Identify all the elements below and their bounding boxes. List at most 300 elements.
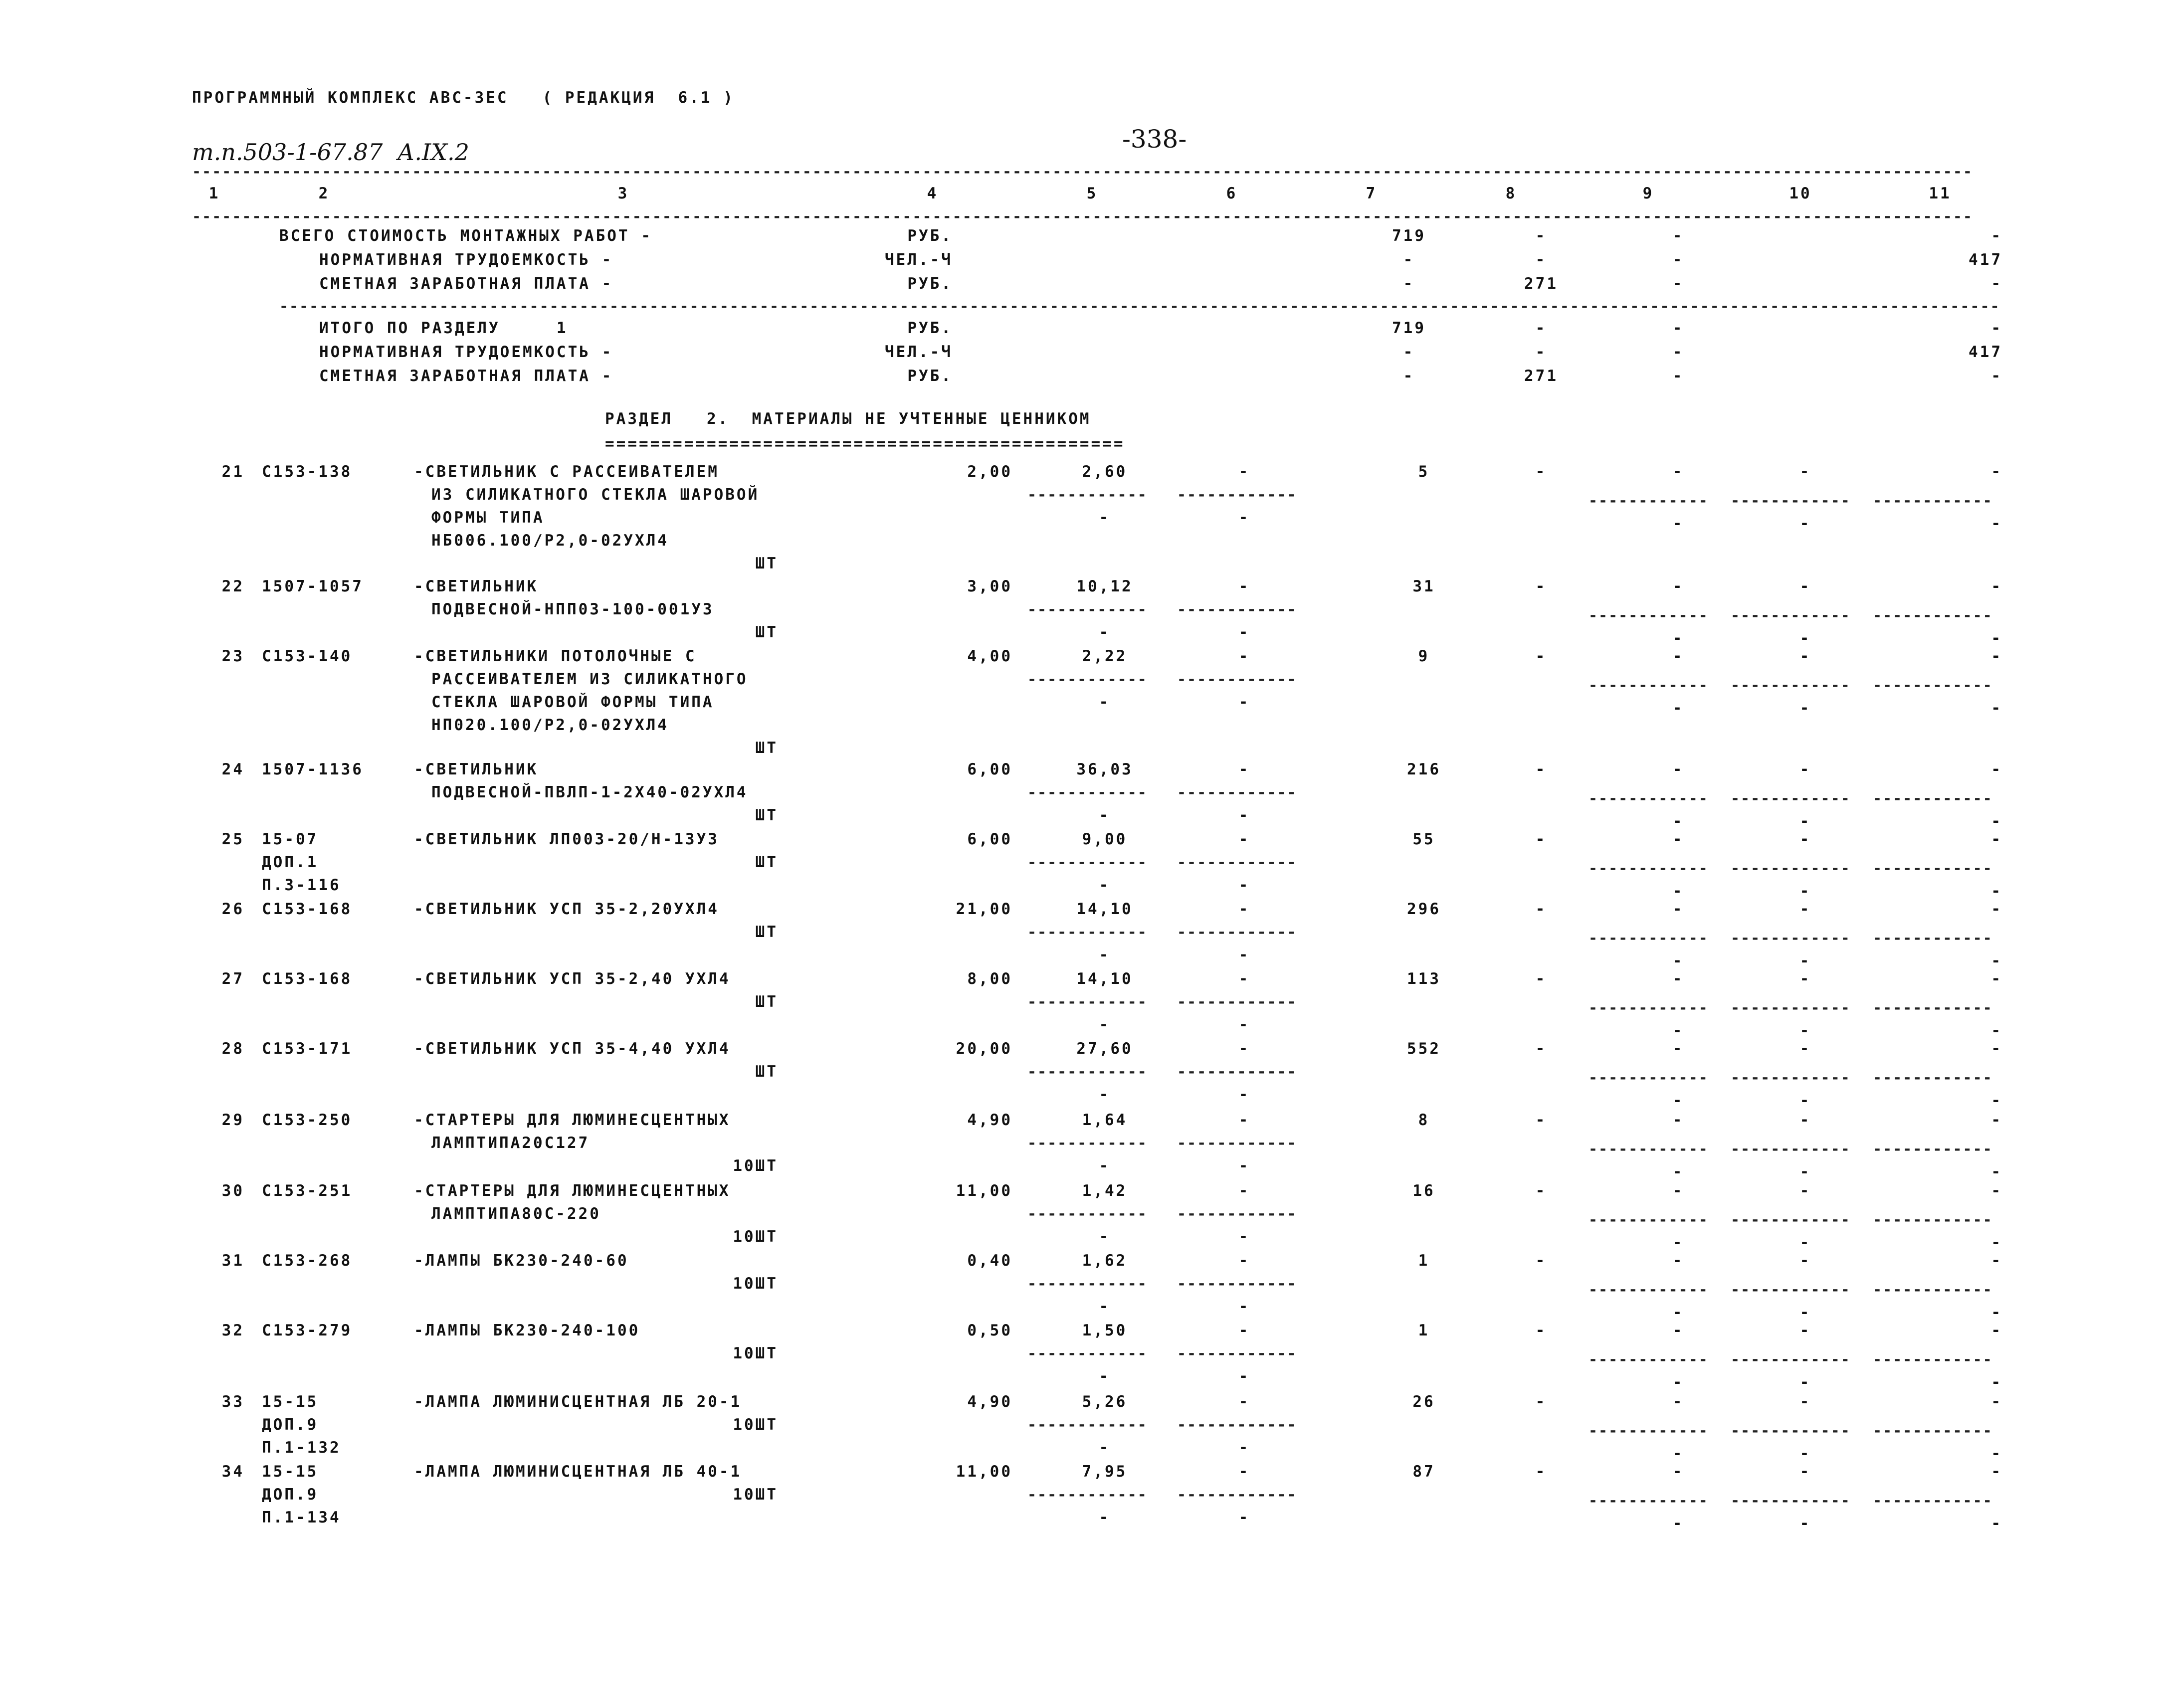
item-description: -ЛАМПЫ БК230-240-100 [414, 1322, 640, 1339]
item-col6: - [1238, 1393, 1250, 1411]
item-sub-col11: - [1991, 699, 2002, 717]
item-subrule: ------------ [1177, 1136, 1297, 1151]
item-unit: ШТ [755, 806, 778, 824]
item-description: -СВЕТИЛЬНИК УСП 35-2,40 УХЛ4 [414, 970, 731, 988]
item-sub-col6: - [1238, 693, 1250, 711]
item-sub-col11: - [1991, 629, 2002, 647]
item-col6: - [1238, 1111, 1250, 1129]
item-price: 1,62 [1082, 1252, 1128, 1270]
item-col6: - [1238, 1040, 1250, 1058]
item-code: 15-15 [262, 1393, 319, 1411]
summary-col9: - [1672, 251, 1684, 269]
item-subrule: ------------ [1027, 488, 1148, 503]
item-quantity: 2,00 [967, 463, 1012, 481]
item-unit: ШТ [755, 623, 778, 641]
item-subrule: ------------ [1588, 678, 1709, 693]
item-sub-col11: - [1991, 882, 2002, 900]
item-subrule: ------------ [1177, 1418, 1297, 1433]
item-total: 5 [1418, 463, 1430, 481]
item-col8: - [1535, 577, 1547, 595]
item-subrule: ------------ [1027, 1065, 1148, 1080]
item-unit: ШТ [755, 739, 778, 757]
item-sub-col10: - [1799, 515, 1811, 533]
item-subrule: ------------ [1027, 1346, 1148, 1361]
item-subrule: ------------ [1027, 672, 1148, 687]
item-col8: - [1535, 1393, 1547, 1411]
item-col11: - [1991, 970, 2002, 988]
item-col9: - [1672, 900, 1684, 918]
item-col11: - [1991, 900, 2002, 918]
item-col6: - [1238, 1463, 1250, 1481]
item-sub-col6: - [1238, 806, 1250, 824]
section-underline: ============================================== [605, 435, 1125, 453]
item-description: ЛАМПТИПА80С-220 [431, 1205, 601, 1223]
item-unit: 10ШТ [733, 1228, 778, 1246]
item-sub-col11: - [1991, 1445, 2002, 1463]
item-sub-col9: - [1672, 1515, 1684, 1532]
item-sub-col5: - [1099, 1439, 1111, 1457]
item-quantity: 21,00 [956, 900, 1012, 918]
item-col11: - [1991, 647, 2002, 665]
item-number: 24 [221, 760, 244, 778]
item-sub-col9: - [1672, 882, 1684, 900]
summary-col11: - [1991, 227, 2002, 245]
item-col10: - [1799, 1393, 1811, 1411]
item-description: -СВЕТИЛЬНИК [414, 577, 539, 595]
item-number: 32 [221, 1322, 244, 1339]
item-col9: - [1672, 760, 1684, 778]
item-sub-col6: - [1238, 509, 1250, 527]
item-subrule: ------------ [1873, 1494, 1993, 1509]
item-number: 26 [221, 900, 244, 918]
item-unit: ШТ [755, 1063, 778, 1081]
column-rule: ---------------------------------------------------------------------------------------------------------------------------------------------------------------------------------- [192, 209, 1973, 224]
item-sub-col5: - [1099, 509, 1111, 527]
item-sub-col6: - [1238, 1157, 1250, 1175]
item-code: С153-251 [262, 1182, 353, 1200]
item-sub-col10: - [1799, 1515, 1811, 1532]
item-unit: ШТ [755, 555, 778, 572]
item-col9: - [1672, 647, 1684, 665]
item-description: -СВЕТИЛЬНИК [414, 760, 539, 778]
item-sub-col6: - [1238, 1228, 1250, 1246]
column-number: 8 [1505, 185, 1517, 202]
item-subrule: ------------ [1873, 1142, 1993, 1157]
item-subrule: ------------ [1731, 861, 1851, 876]
item-subrule: ------------ [1588, 1494, 1709, 1509]
item-subrule: ------------ [1027, 1207, 1148, 1222]
item-col8: - [1535, 1252, 1547, 1270]
summary-unit: РУБ. [907, 227, 953, 245]
item-code: С153-138 [262, 463, 353, 481]
item-description: ПОДВЕСНОЙ-ПВЛП-1-2Х40-02УХЛ4 [431, 783, 748, 801]
item-col8: - [1535, 1463, 1547, 1481]
item-quantity: 0,50 [967, 1322, 1012, 1339]
item-col11: - [1991, 463, 2002, 481]
summary-col11: - [1991, 319, 2002, 337]
item-code: 15-15 [262, 1463, 319, 1481]
item-sub-col9: - [1672, 1304, 1684, 1322]
item-col11: - [1991, 1393, 2002, 1411]
item-price: 1,42 [1082, 1182, 1128, 1200]
item-subrule: ------------ [1873, 1424, 1993, 1439]
item-subrule: ------------ [1588, 791, 1709, 806]
item-subrule: ------------ [1873, 494, 1993, 509]
item-subrule: ------------ [1177, 488, 1297, 503]
item-unit: ШТ [755, 923, 778, 941]
summary-label: ИТОГО ПО РАЗДЕЛУ 1 [319, 319, 568, 337]
summary-unit: РУБ. [907, 319, 953, 337]
item-col8: - [1535, 760, 1547, 778]
item-number: 28 [221, 1040, 244, 1058]
item-total: 552 [1407, 1040, 1441, 1058]
item-col11: - [1991, 1322, 2002, 1339]
item-col8: - [1535, 1182, 1547, 1200]
summary-col9: - [1672, 275, 1684, 293]
item-quantity: 4,00 [967, 647, 1012, 665]
item-sub-col9: - [1672, 1163, 1684, 1181]
column-number: 4 [927, 185, 939, 202]
page-number: -338- [1122, 125, 1187, 154]
item-sub-col10: - [1799, 882, 1811, 900]
column-number: 6 [1226, 185, 1238, 202]
item-number: 31 [221, 1252, 244, 1270]
item-col9: - [1672, 830, 1684, 848]
summary-col8: 271 [1524, 275, 1558, 293]
item-col10: - [1799, 1040, 1811, 1058]
column-number: 3 [617, 185, 629, 202]
item-col8: - [1535, 647, 1547, 665]
item-subrule: ------------ [1027, 785, 1148, 800]
item-col9: - [1672, 463, 1684, 481]
item-subrule: ------------ [1588, 1001, 1709, 1016]
item-unit: ШТ [755, 993, 778, 1011]
item-col11: - [1991, 1252, 2002, 1270]
item-number: 21 [221, 463, 244, 481]
item-code: ДОП.9 [262, 1416, 319, 1434]
item-col11: - [1991, 1463, 2002, 1481]
item-code: П.1-132 [262, 1439, 341, 1457]
item-sub-col11: - [1991, 952, 2002, 970]
item-sub-col9: - [1672, 515, 1684, 533]
item-col6: - [1238, 760, 1250, 778]
item-code: С153-171 [262, 1040, 353, 1058]
item-quantity: 11,00 [956, 1182, 1012, 1200]
summary-col8: 271 [1524, 367, 1558, 385]
item-code: С153-250 [262, 1111, 353, 1129]
item-total: 8 [1418, 1111, 1430, 1129]
item-code: ДОП.1 [262, 853, 319, 871]
item-subrule: ------------ [1588, 1283, 1709, 1298]
summary-label: СМЕТНАЯ ЗАРАБОТНАЯ ПЛАТА - [319, 367, 613, 385]
item-sub-col11: - [1991, 1304, 2002, 1322]
item-subrule: ------------ [1873, 678, 1993, 693]
item-col6: - [1238, 900, 1250, 918]
item-sub-col10: - [1799, 952, 1811, 970]
summary-unit: ЧЕЛ.-Ч [885, 251, 953, 269]
item-description: НП020.100/Р2,0-02УХЛ4 [431, 716, 669, 734]
item-total: 9 [1418, 647, 1430, 665]
item-description: РАССЕИВАТЕЛЕМ ИЗ СИЛИКАТНОГО [431, 670, 748, 688]
item-number: 27 [221, 970, 244, 988]
item-sub-col9: - [1672, 812, 1684, 830]
item-description: -СВЕТИЛЬНИК УСП 35-4,40 УХЛ4 [414, 1040, 731, 1058]
item-subrule: ------------ [1177, 1277, 1297, 1292]
item-sub-col11: - [1991, 812, 2002, 830]
item-description: -ЛАМПЫ БК230-240-60 [414, 1252, 629, 1270]
summary-col9: - [1672, 367, 1684, 385]
item-col10: - [1799, 1182, 1811, 1200]
item-col9: - [1672, 577, 1684, 595]
item-number: 23 [221, 647, 244, 665]
column-number: 7 [1366, 185, 1378, 202]
item-sub-col11: - [1991, 1373, 2002, 1391]
item-description: -ЛАМПА ЛЮМИНИСЦЕНТНАЯ ЛБ 20-1 [414, 1393, 742, 1411]
item-subrule: ------------ [1873, 1283, 1993, 1298]
summary-label: НОРМАТИВНАЯ ТРУДОЕМКОСТЬ - [319, 251, 613, 269]
item-price: 2,22 [1082, 647, 1128, 665]
item-quantity: 4,90 [967, 1393, 1012, 1411]
item-sub-col5: - [1099, 1509, 1111, 1526]
item-sub-col10: - [1799, 1163, 1811, 1181]
item-col11: - [1991, 577, 2002, 595]
item-subrule: ------------ [1588, 1213, 1709, 1228]
item-subrule: ------------ [1177, 925, 1297, 940]
item-quantity: 11,00 [956, 1463, 1012, 1481]
item-subrule: ------------ [1873, 608, 1993, 623]
item-subrule: ------------ [1177, 672, 1297, 687]
item-sub-col6: - [1238, 1367, 1250, 1385]
item-quantity: 3,00 [967, 577, 1012, 595]
item-price: 1,50 [1082, 1322, 1128, 1339]
item-col9: - [1672, 1182, 1684, 1200]
summary-col7: - [1403, 343, 1415, 361]
summary-col7: - [1403, 275, 1415, 293]
item-description: ФОРМЫ ТИПА [431, 509, 545, 527]
item-col8: - [1535, 970, 1547, 988]
item-description: -СВЕТИЛЬНИКИ ПОТОЛОЧНЫЕ С [414, 647, 697, 665]
item-sub-col6: - [1238, 946, 1250, 964]
item-subrule: ------------ [1177, 1346, 1297, 1361]
item-subrule: ------------ [1873, 1001, 1993, 1016]
item-subrule: ------------ [1588, 1424, 1709, 1439]
item-description: НБ006.100/Р2,0-02УХЛ4 [431, 532, 669, 550]
item-subrule: ------------ [1588, 1142, 1709, 1157]
item-subrule: ------------ [1731, 1283, 1851, 1298]
item-sub-col5: - [1099, 693, 1111, 711]
item-col6: - [1238, 1252, 1250, 1270]
item-total: 87 [1412, 1463, 1435, 1481]
item-sub-col9: - [1672, 1373, 1684, 1391]
item-unit: 10ШТ [733, 1275, 778, 1293]
summary-col7: - [1403, 367, 1415, 385]
item-quantity: 6,00 [967, 830, 1012, 848]
item-col10: - [1799, 463, 1811, 481]
item-number: 33 [221, 1393, 244, 1411]
item-subrule: ------------ [1177, 1207, 1297, 1222]
summary-col11: - [1991, 367, 2002, 385]
item-sub-col11: - [1991, 1234, 2002, 1252]
item-col6: - [1238, 647, 1250, 665]
item-col8: - [1535, 830, 1547, 848]
item-sub-col5: - [1099, 1016, 1111, 1034]
item-subrule: ------------ [1731, 1494, 1851, 1509]
item-subrule: ------------ [1177, 855, 1297, 870]
item-description: -ЛАМПА ЛЮМИНИСЦЕНТНАЯ ЛБ 40-1 [414, 1463, 742, 1481]
summary-rule: ---------------------------------------------------------------------------------------------------------------------------------------------------------------------------- [279, 299, 2000, 314]
item-subrule: ------------ [1873, 1071, 1993, 1086]
item-subrule: ------------ [1027, 1277, 1148, 1292]
item-unit: 10ШТ [733, 1157, 778, 1175]
item-col9: - [1672, 970, 1684, 988]
item-subrule: ------------ [1027, 855, 1148, 870]
column-number: 1 [208, 185, 220, 202]
item-price: 27,60 [1076, 1040, 1133, 1058]
item-subrule: ------------ [1731, 1001, 1851, 1016]
item-sub-col6: - [1238, 1439, 1250, 1457]
summary-unit: РУБ. [907, 275, 953, 293]
item-subrule: ------------ [1588, 494, 1709, 509]
column-number: 9 [1642, 185, 1654, 202]
summary-col8: - [1535, 319, 1547, 337]
item-subrule: ------------ [1588, 861, 1709, 876]
item-col10: - [1799, 1322, 1811, 1339]
item-subrule: ------------ [1731, 1213, 1851, 1228]
section-title: РАЗДЕЛ 2. МАТЕРИАЛЫ НЕ УЧТЕННЫЕ ЦЕННИКОМ [605, 410, 1091, 428]
item-col10: - [1799, 647, 1811, 665]
item-number: 29 [221, 1111, 244, 1129]
item-description: -СТАРТЕРЫ ДЛЯ ЛЮМИНЕСЦЕНТНЫХ [414, 1182, 731, 1200]
item-quantity: 20,00 [956, 1040, 1012, 1058]
item-sub-col10: - [1799, 1304, 1811, 1322]
item-price: 5,26 [1082, 1393, 1128, 1411]
item-description: -СТАРТЕРЫ ДЛЯ ЛЮМИНЕСЦЕНТНЫХ [414, 1111, 731, 1129]
item-sub-col9: - [1672, 1092, 1684, 1110]
column-number: 5 [1086, 185, 1098, 202]
item-number: 30 [221, 1182, 244, 1200]
item-total: 1 [1418, 1252, 1430, 1270]
item-sub-col5: - [1099, 876, 1111, 894]
summary-label: СМЕТНАЯ ЗАРАБОТНАЯ ПЛАТА - [319, 275, 613, 293]
item-col11: - [1991, 830, 2002, 848]
item-col11: - [1991, 760, 2002, 778]
item-col9: - [1672, 1322, 1684, 1339]
item-sub-col6: - [1238, 1086, 1250, 1104]
summary-col9: - [1672, 343, 1684, 361]
summary-col8: - [1535, 227, 1547, 245]
item-sub-col9: - [1672, 1022, 1684, 1040]
item-col10: - [1799, 1252, 1811, 1270]
item-unit: ШТ [755, 853, 778, 871]
item-price: 10,12 [1076, 577, 1133, 595]
item-col6: - [1238, 463, 1250, 481]
item-subrule: ------------ [1731, 494, 1851, 509]
item-sub-col9: - [1672, 1234, 1684, 1252]
item-subrule: ------------ [1731, 1142, 1851, 1157]
item-description: -СВЕТИЛЬНИК С РАССЕИВАТЕЛЕМ [414, 463, 719, 481]
item-subrule: ------------ [1177, 1488, 1297, 1503]
item-subrule: ------------ [1027, 602, 1148, 617]
item-sub-col10: - [1799, 1022, 1811, 1040]
item-col8: - [1535, 1322, 1547, 1339]
item-code: С153-279 [262, 1322, 353, 1339]
item-quantity: 8,00 [967, 970, 1012, 988]
item-subrule: ------------ [1027, 995, 1148, 1010]
item-sub-col10: - [1799, 1445, 1811, 1463]
item-col10: - [1799, 970, 1811, 988]
item-code: ДОП.9 [262, 1486, 319, 1504]
item-subrule: ------------ [1177, 602, 1297, 617]
item-total: 31 [1412, 577, 1435, 595]
summary-col11: 417 [1969, 343, 2002, 361]
item-total: 113 [1407, 970, 1441, 988]
item-price: 14,10 [1076, 900, 1133, 918]
item-unit: 10ШТ [733, 1416, 778, 1434]
column-number: 11 [1929, 185, 1952, 202]
item-code: С153-168 [262, 970, 353, 988]
item-code: С153-268 [262, 1252, 353, 1270]
item-col11: - [1991, 1040, 2002, 1058]
item-description: -СВЕТИЛЬНИК ЛП003-20/Н-13УЗ [414, 830, 719, 848]
summary-col8: - [1535, 251, 1547, 269]
item-subrule: ------------ [1873, 931, 1993, 946]
item-price: 14,10 [1076, 970, 1133, 988]
item-code: С153-140 [262, 647, 353, 665]
item-col6: - [1238, 577, 1250, 595]
item-price: 9,00 [1082, 830, 1128, 848]
item-total: 26 [1412, 1393, 1435, 1411]
item-subrule: ------------ [1588, 608, 1709, 623]
item-subrule: ------------ [1731, 1424, 1851, 1439]
item-col11: - [1991, 1182, 2002, 1200]
item-unit: 10ШТ [733, 1486, 778, 1504]
item-sub-col5: - [1099, 1228, 1111, 1246]
item-description: -СВЕТИЛЬНИК УСП 35-2,20УХЛ4 [414, 900, 719, 918]
item-subrule: ------------ [1731, 608, 1851, 623]
item-subrule: ------------ [1731, 1352, 1851, 1367]
item-sub-col10: - [1799, 699, 1811, 717]
item-sub-col10: - [1799, 812, 1811, 830]
item-subrule: ------------ [1731, 791, 1851, 806]
item-subrule: ------------ [1588, 1071, 1709, 1086]
item-col6: - [1238, 1322, 1250, 1339]
item-total: 55 [1412, 830, 1435, 848]
item-sub-col5: - [1099, 946, 1111, 964]
summary-col11: 417 [1969, 251, 2002, 269]
item-subrule: ------------ [1873, 1352, 1993, 1367]
item-total: 16 [1412, 1182, 1435, 1200]
item-sub-col10: - [1799, 629, 1811, 647]
item-sub-col9: - [1672, 629, 1684, 647]
item-description: СТЕКЛА ШАРОВОЙ ФОРМЫ ТИПА [431, 693, 714, 711]
item-col9: - [1672, 1111, 1684, 1129]
item-number: 25 [221, 830, 244, 848]
item-sub-col6: - [1238, 623, 1250, 641]
summary-unit: ЧЕЛ.-Ч [885, 343, 953, 361]
column-number: 2 [318, 185, 330, 202]
item-subrule: ------------ [1177, 785, 1297, 800]
item-description: ЛАМПТИПА20С127 [431, 1134, 590, 1152]
item-subrule: ------------ [1027, 925, 1148, 940]
item-col6: - [1238, 830, 1250, 848]
item-subrule: ------------ [1873, 861, 1993, 876]
item-sub-col10: - [1799, 1373, 1811, 1391]
item-col10: - [1799, 1463, 1811, 1481]
item-col8: - [1535, 900, 1547, 918]
item-code: 1507-1057 [262, 577, 364, 595]
item-code: 15-07 [262, 830, 319, 848]
summary-label: НОРМАТИВНАЯ ТРУДОЕМКОСТЬ - [319, 343, 613, 361]
